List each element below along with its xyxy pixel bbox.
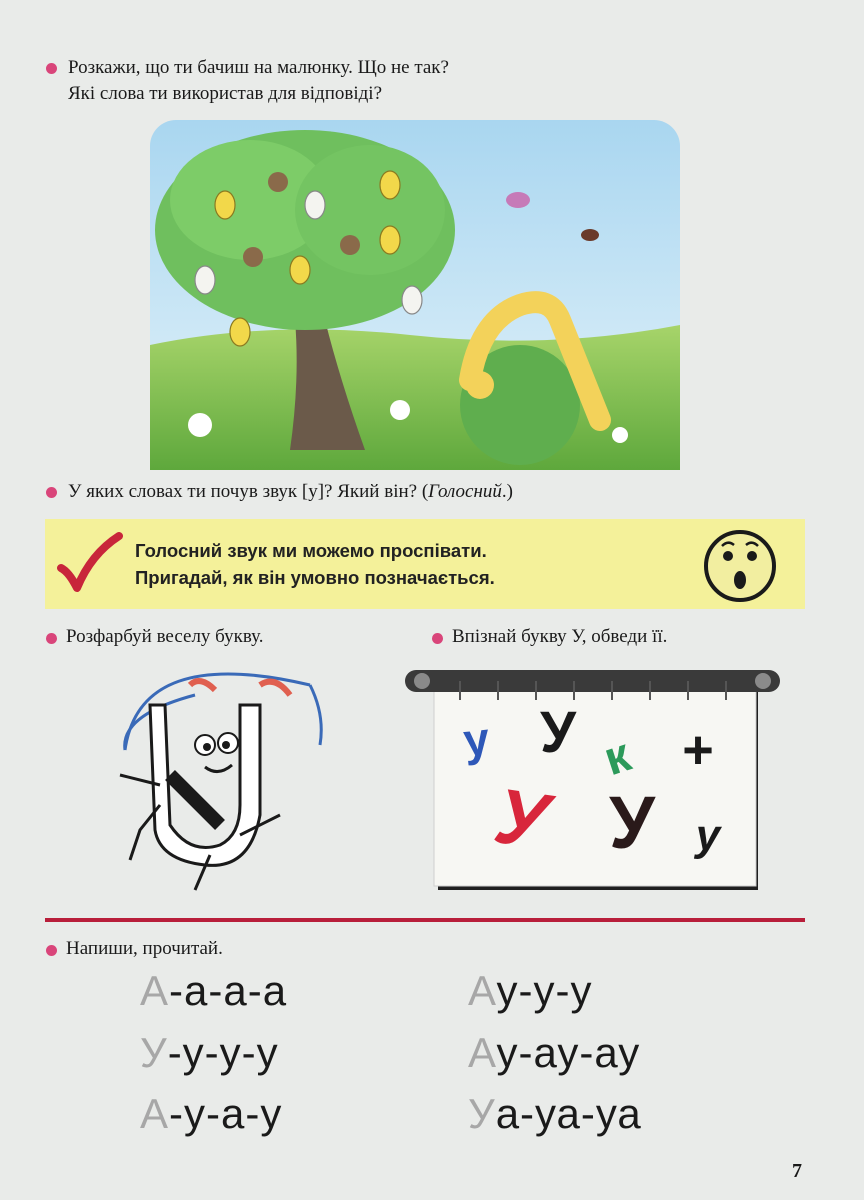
vowel-face-icon [702,528,778,604]
syllable-cap: А [140,967,170,1014]
task1-line2: Які слова ти використав для відповіді? [68,83,383,104]
board-letter: + [682,720,714,780]
tip-text [135,537,495,591]
syllable-cap: А [468,967,497,1014]
syllable-rest: -у-а-у [169,1090,283,1137]
syllable-cap: А [140,1090,170,1137]
syllable-rest: -а-а-а [169,967,288,1014]
tree-snake-illustration [150,120,680,470]
syllable-rest: у-у-у [496,967,593,1014]
task-bullet [46,487,57,498]
page-number: 7 [792,1160,802,1182]
syllable-row [140,1089,282,1139]
syllable-row [468,966,593,1016]
syllable-rest: -у-у-у [167,1029,279,1076]
task5-text: Напиши, прочитай. [66,938,223,959]
syllable-rest: у-ау-ау [496,1029,641,1076]
task3-text: Розфарбуй веселу букву. [66,626,264,647]
syllable-row [468,1028,640,1078]
tip-line1: Голосний звук ми можемо проспівати. [135,540,487,561]
task2-question [68,479,513,505]
syllable-cap: У [140,1029,168,1076]
task2-text: У яких словах ти почув звук [у]? Який він? ( [68,481,429,502]
syllable-cap: У [468,1090,496,1137]
tip-line2: Пригадай, як він умовно позначається. [135,567,495,588]
board-letter: у [695,811,721,860]
board-letter: У [539,700,577,765]
letter-board [400,660,785,895]
task-bullet [46,63,57,74]
board-letter: У [608,781,656,864]
syllable-cap: А [468,1029,497,1076]
syllable-row [140,966,287,1016]
board-letter: У [489,771,555,866]
board-letter: у [460,711,492,767]
syllable-row [468,1089,642,1139]
jumping-letter-u-figure [100,655,340,900]
task2-close: .) [501,481,513,502]
task1-line1: Розкажи, що ти бачиш на малюнку. Що не так? [68,57,449,78]
task4-text: Впізнай букву У, обведи її. [452,626,668,647]
section-divider [45,918,805,922]
task2-answer: Голосний [428,481,502,502]
syllable-rest: а-уа-уа [495,1090,642,1137]
task-bullet [46,945,57,956]
task-bullet [432,633,443,644]
board-letter: к [597,728,637,787]
checkmark-icon [55,532,123,594]
task-bullet [46,633,57,644]
syllable-row [140,1028,279,1078]
